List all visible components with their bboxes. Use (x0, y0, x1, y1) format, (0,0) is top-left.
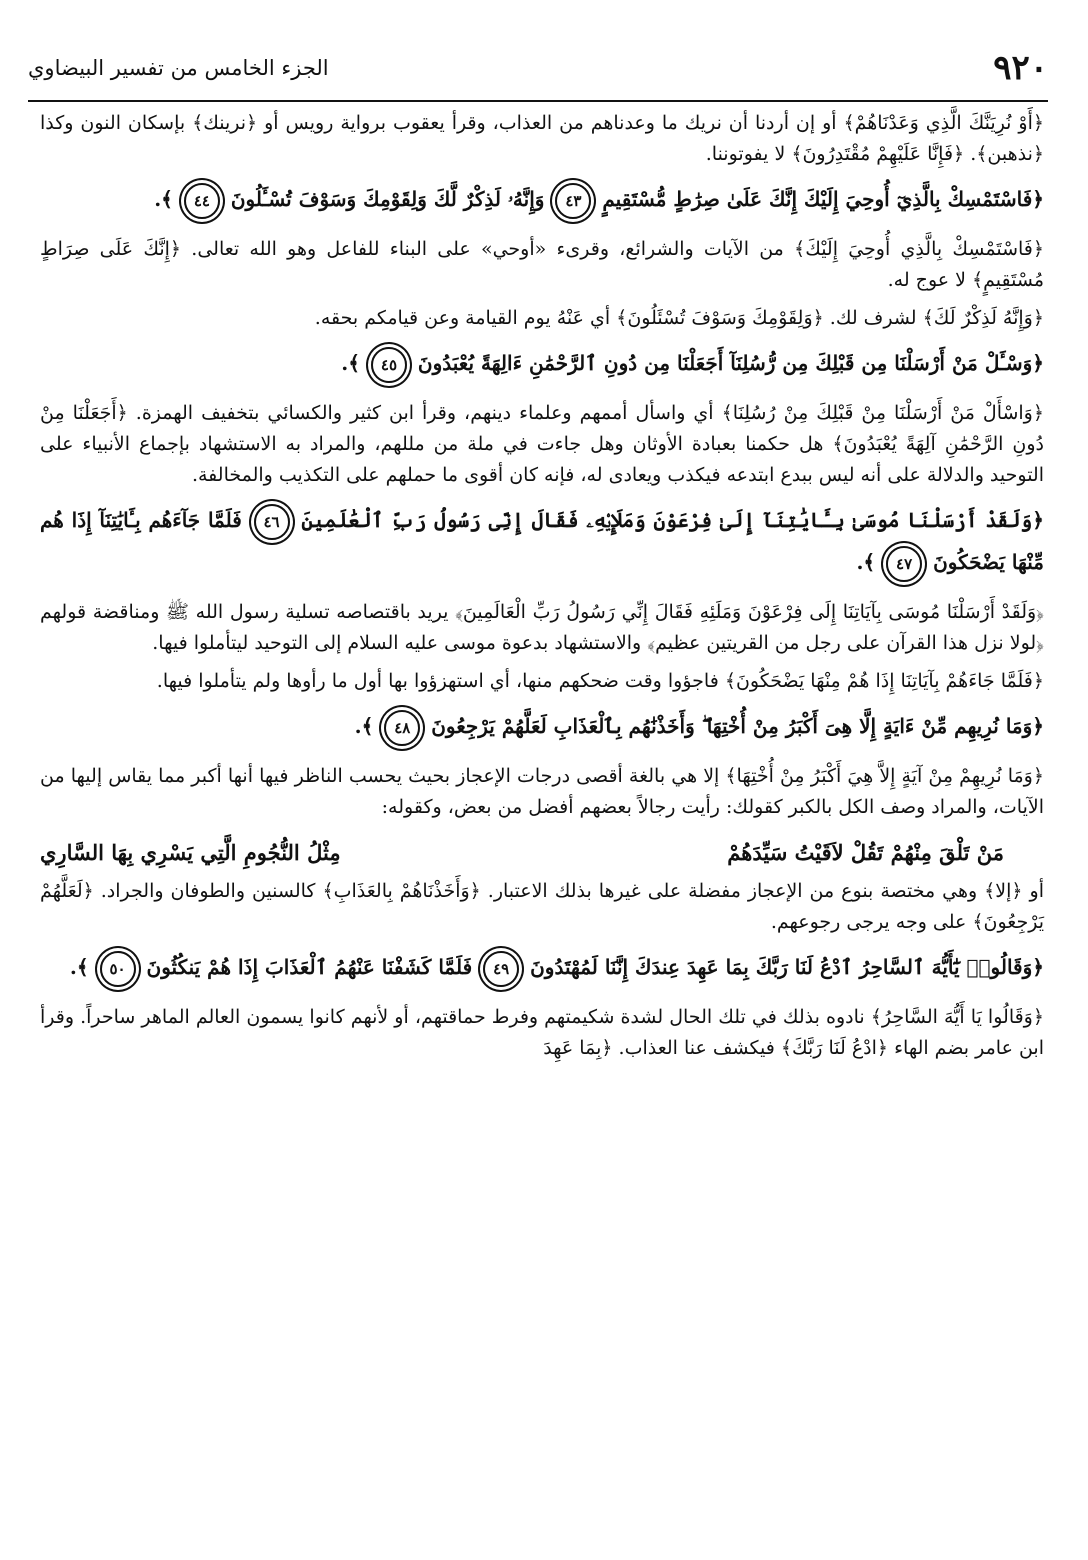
page-header (28, 40, 1048, 100)
verse-number-marker: ٤٤ (184, 183, 220, 219)
poem-first-hemistich: مَنْ تَلْقَ مِنْهُمْ تَقُلْ لاَقَيْتُ سَيِّدَهُمْ (727, 840, 1004, 865)
commentary-paragraph: ﴿وَمَا نُرِيهِمْ مِنْ آيَةٍ إِلاَّ هِيَ أَكْبَرُ مِنْ أُخْتِهَا﴾ إلا هي بالغة أقصى درجات الإعجاز بحيث يحسب الناظر فيها أنها أكبر مما يقاس إليها من الآيات، والمراد وصف الكل بالكبر كقولك: رأيت رجالاً بعضهم أفضل من بعض، وكقوله: (40, 765, 1044, 818)
verse-close-bracket: ﴾. (154, 187, 173, 211)
verse-number-marker: ٤٨ (384, 710, 420, 746)
quran-verse-block (40, 342, 1044, 384)
verse-number-marker: ٤٣ (555, 183, 591, 219)
poem-second-hemistich: مِثْلُ النُّجُومِ الَّتِي يَسْرِي بِهَا السَّارِي (40, 840, 341, 865)
header-rule (28, 100, 1048, 102)
commentary-paragraph: ﴿وَلَقَدْ أَرْسَلْنَا مُوسَى بِآيَاتِنَا إِلَى فِرْعَوْنَ وَمَلَئِهِ فَقَالَ إِنِّي رَسُولُ رَبِّ الْعَالَمِينَ﴾ يريد باقتصاصه تسلية رسول الله ﷺ ومناقضة قولهم ﴿لولا نزل هذا القرآن على رجل من القريتين عظيم﴾ والاستشهاد بدعوة موسى عليه السلام إلى التوحيد ليتأملوا فيها. (40, 601, 1044, 654)
quran-verse-block (40, 499, 1044, 583)
poetry-verse (40, 830, 1004, 876)
verse-number-marker: ٤٥ (371, 347, 407, 383)
commentary-paragraph: ﴿وَقَالُوا يَا أَيُّهَ السَّاحِرُ﴾ نادوه بذلك في تلك الحال لشدة شكيمتهم وفرط حماقتهم، أو لأنهم كانوا يسمون العالم الماهر ساحراً. وقرأ ابن عامر بضم الهاء ﴿ادْعُ لَنَا رَبَّكَ﴾ فيكشف عنا العذاب. ﴿بِمَا عَهِدَ (40, 1006, 1044, 1059)
verse-text: ﴿وَسْـَٔلْ مَنْ أَرْسَلْنَا مِن قَبْلِكَ مِن رُّسُلِنَآ أَجَعَلْنَا مِن دُونِ ٱلرَّحْمَٰنِ ءَالِهَةً يُعْبَدُونَ (417, 351, 1044, 375)
quran-verse-block (40, 946, 1044, 988)
verse-close-bracket: ﴾. (856, 550, 876, 574)
commentary-paragraph: ﴿وَاسْأَلْ مَنْ أَرْسَلْنَا مِنْ قَبْلِكَ مِنْ رُسُلِنَا﴾ أي واسأل أممهم وعلماء دينهم، وقرأ ابن كثير والكسائي بتخفيف الهمزة. ﴿أَجَعَلْنَا مِنْ دُونِ الرَّحْمَٰنِ آلِهَةً يُعْبَدُونَ﴾ هل حكمنا بعبادة الأوثان وهل جاءت في ملة من مللهم، والمراد به الاستشهاد بإجماع الأنبياء على التوحيد والدلالة على أنه ليس ببدع ابتدعه فيكذب ويعادى له، فإنه كان أقوى ما حملهم على التكذيب والمخالفة. (40, 402, 1044, 486)
quran-verse-block (40, 705, 1044, 747)
commentary-paragraph: أو ﴿إلا﴾ وهي مختصة بنوع من الإعجاز مفضلة على غيرها بذلك الاعتبار. ﴿وَأَخَذْنَاهُمْ بِالعَذَابِ﴾ كالسنين والطوفان والجراد. ﴿لَعَلَّهُمْ يَرْجِعُونَ﴾ على وجه يرجى رجوعهم. (40, 880, 1044, 933)
verse-number-marker: ٤٩ (483, 951, 519, 987)
verse-text: ﴿وَقَالُوا۟ يَٰٓأَيُّهَ ٱلسَّاحِرُ ٱدْعُ لَنَا رَبَّكَ بِمَا عَهِدَ عِندَكَ إِنَّنَا لَمُهْتَدُونَ (530, 955, 1044, 979)
verse-close-bracket: ﴾. (354, 714, 374, 738)
verse-text: ﴿فَاسْتَمْسِكْ بِالَّذِيٓ أُوحِيَ إِلَيْكَ إِنَّكَ عَلَىٰ صِرَٰطٍ مُّسْتَقِيمٍ (602, 187, 1044, 211)
verse-text: وَإِنَّهُۥ لَذِكْرٌ لَّكَ وَلِقَوْمِكَ وَسَوْفَ تُسْـَٔلُونَ (230, 187, 545, 211)
verse-number-marker: ٤٧ (886, 546, 922, 582)
verse-close-bracket: ﴾. (341, 351, 360, 375)
commentary-paragraph: ﴿فَاسْتَمْسِكْ بِالَّذِي أُوحِيَ إِلَيْكَ﴾ من الآيات والشرائع، وقرىء «أوحي» على البناء للفاعل وهو الله تعالى. ﴿إِنَّكَ عَلَى صِرَاطٍ مُسْتَقِيمٍ﴾ لا عوج له. (40, 238, 1044, 291)
page-number: ٩٢٠ (993, 48, 1048, 88)
page-body (40, 108, 1044, 1071)
verse-number-marker: ٥٠ (100, 951, 136, 987)
commentary-paragraph: ﴿فَلَمَّا جَاءَهُمْ بِآيَاتِنَا إِذَا هُمْ مِنْهَا يَضْحَكُونَ﴾ فاجؤوا وقت ضحكهم منها، أي استهزؤوا بها أول ما رأوها ولم يتأملوا فيها. (156, 670, 1044, 692)
verse-text: فَلَمَّا كَشَفْنَا عَنْهُمُ ٱلْعَذَابَ إِذَا هُمْ يَنكُثُونَ (146, 955, 473, 979)
commentary-paragraph: ﴿وَإِنَّهُ لَذِكْرٌ لَكَ﴾ لشرف لك. ﴿وَلِقَوْمِكَ وَسَوْفَ تُسْئَلُونَ﴾ أي عَنْهُ يوم القيامة وعن قيامكم بحقه. (314, 307, 1044, 329)
verse-text: ﴿وَمَا نُرِيهِم مِّنْ ءَايَةٍ إِلَّا هِىَ أَكْبَرُ مِنْ أُخْتِهَا ۖ وَأَخَذْنَٰهُم بِٱلْعَذَابِ لَعَلَّهُمْ يَرْجِعُونَ (431, 714, 1044, 738)
verse-text: ﴿وَلَقَدْ أَرْسَلْنَا مُوسَىٰ بِـَٔايَٰتِنَآ إِلَىٰ فِرْعَوْنَ وَمَلَإِي۟هِۦ فَقَالَ إِنِّى رَسُولُ رَبِّ ٱلْعَٰلَمِينَ (301, 508, 1044, 532)
verse-number-marker: ٤٦ (254, 504, 290, 540)
quran-verse-block (40, 178, 1044, 220)
verse-text: فَلَمَّا جَآءَهُم بِـَٔايَٰتِنَآ إِذَا هُم مِّنْهَا يَضْحَكُونَ (40, 508, 1044, 574)
running-title: الجزء الخامس من تفسير البيضاوي (28, 56, 329, 80)
commentary-paragraph: ﴿أَوْ نُرِيَنَّكَ الَّذِي وَعَدْنَاهُمْ﴾ أو إن أردنا أن نريك ما وعدناهم من العذاب، وقرأ يعقوب برواية رويس أو ﴿نرينك﴾ بإسكان النون وكذا ﴿نذهبن﴾. ﴿فَإِنَّا عَلَيْهِمْ مُقْتَدِرُونَ﴾ لا يفوتوننا. (40, 112, 1044, 165)
verse-close-bracket: ﴾. (69, 955, 89, 979)
